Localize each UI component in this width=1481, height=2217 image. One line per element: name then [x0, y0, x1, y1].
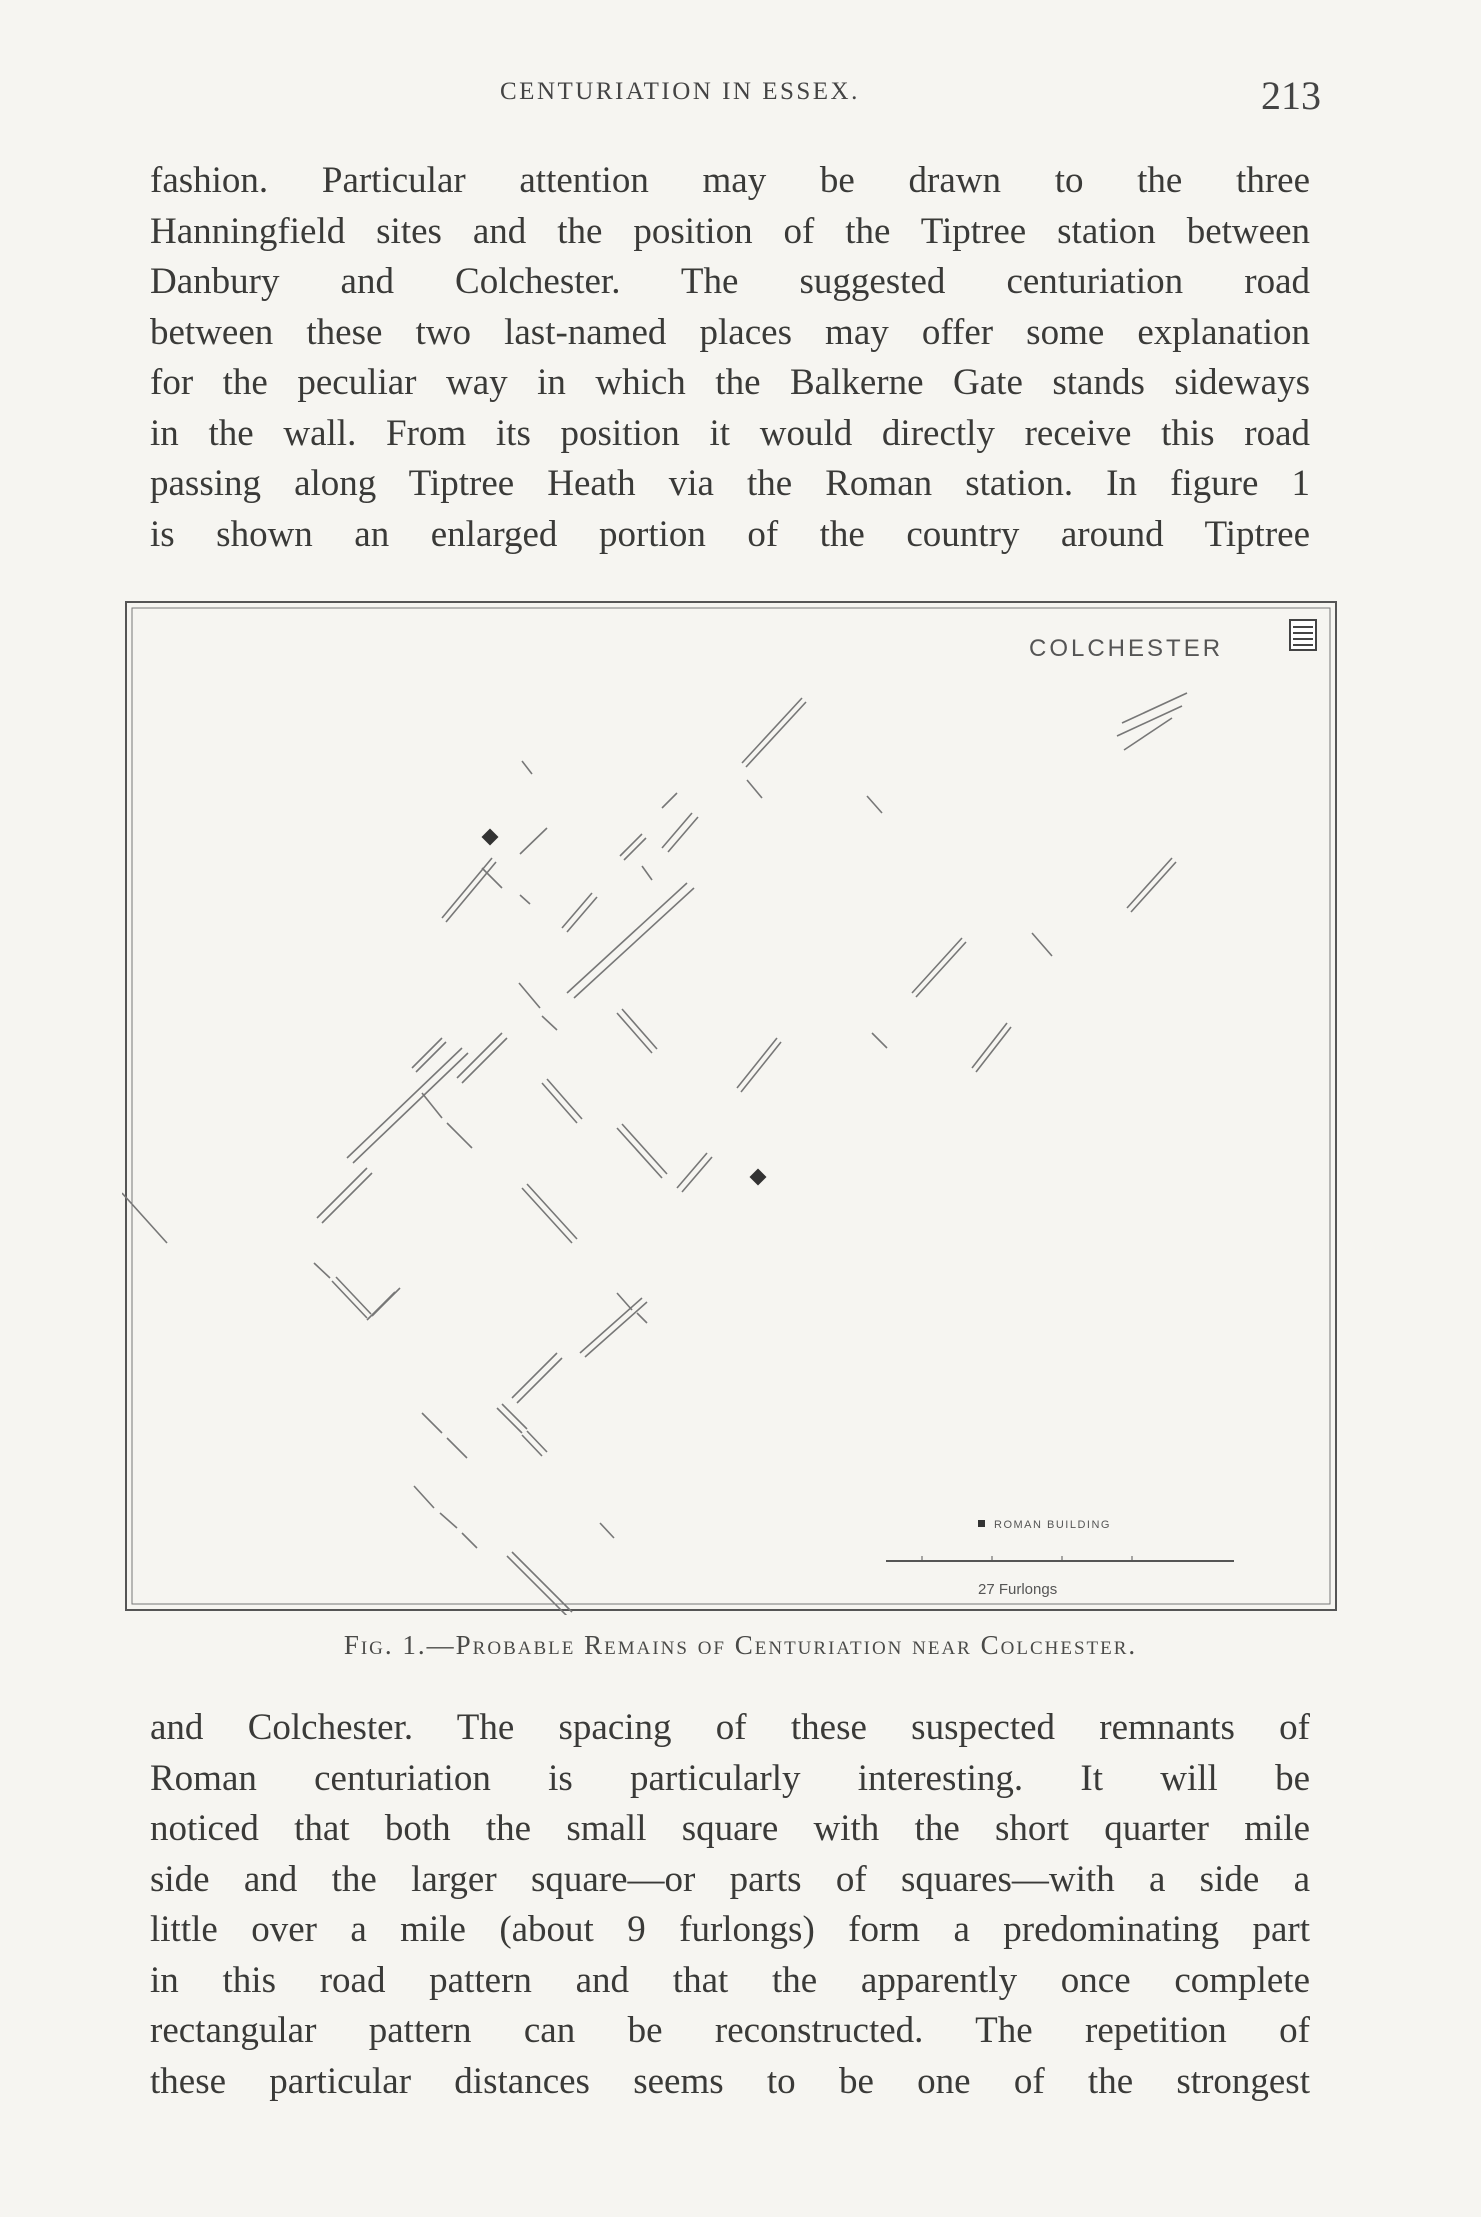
road-fragment — [637, 1313, 647, 1323]
road-fragment — [867, 796, 882, 813]
road-fragment — [662, 793, 677, 808]
map-inner-border — [132, 608, 1330, 1604]
text-line: noticed that both the small square with the short quarter mile — [150, 1808, 1310, 1849]
road-fragment — [742, 698, 806, 767]
map-place-label: COLCHESTER — [1029, 635, 1224, 662]
road-fragment — [972, 1023, 1011, 1072]
figure-caption: Fig. 1.—Probable Remains of Centuriation near Colchester. — [343, 1630, 1138, 1660]
centuriation-map — [122, 598, 1340, 1615]
scale-bar — [886, 1556, 1234, 1561]
scale-label: 27 Furlongs — [978, 1581, 1058, 1598]
road-fragment — [562, 893, 597, 932]
text-line: Roman centuriation is particularly interesting. It will be — [150, 1757, 1310, 1799]
road-fragment — [600, 1523, 614, 1538]
text-line: in this road pattern and that the apparently once complete — [150, 1959, 1310, 2001]
road-fragment — [872, 1033, 887, 1048]
road-fragment — [497, 1404, 527, 1433]
road-fragment — [482, 868, 502, 888]
road-fragment — [912, 938, 966, 997]
town-icon — [1290, 620, 1316, 650]
road-fragment — [522, 1431, 547, 1456]
map-outer-border — [126, 602, 1336, 1610]
road-fragment — [522, 761, 532, 774]
text-line: for the peculiar way in which the Balkerne Gate stands sideways — [150, 362, 1310, 403]
road-fragment — [617, 1009, 657, 1053]
road-fragments — [122, 693, 1187, 1615]
paragraph-top — [150, 156, 1310, 560]
road-fragment — [542, 1016, 557, 1030]
road-fragment — [747, 780, 762, 798]
text-line: passing along Tiptree Heath via the Roman station. In figure 1 — [150, 463, 1310, 504]
legend-building-icon — [978, 1520, 985, 1527]
road-fragment — [314, 1263, 330, 1278]
road-fragment — [737, 1038, 781, 1092]
road-fragment — [520, 895, 530, 904]
text-line: side and the larger square—or parts of squares—with a side a — [150, 1858, 1310, 1900]
running-title: CENTURIATION IN ESSEX. — [500, 78, 860, 105]
text-line: rectangular pattern can be reconstructed. The repetition of — [150, 2010, 1310, 2051]
road-fragment — [457, 1033, 507, 1083]
road-fragment — [520, 828, 547, 854]
roman-building-marker — [482, 829, 499, 846]
road-fragment — [122, 1193, 167, 1243]
road-fragment — [422, 1413, 442, 1433]
text-line: is shown an enlarged portion of the country around Tiptree — [150, 513, 1310, 555]
text-line: Danbury and Colchester. The suggested centuriation road — [150, 261, 1310, 302]
road-fragment — [522, 1184, 577, 1243]
road-fragment — [367, 1292, 395, 1320]
roman-building-markers — [482, 829, 767, 1186]
road-fragment — [462, 1533, 477, 1548]
road-fragment — [447, 1438, 467, 1458]
text-line: these particular distances seems to be one of the strongest — [150, 2060, 1310, 2102]
road-fragment — [414, 1486, 434, 1508]
roman-building-marker — [750, 1169, 767, 1186]
text-line: Hanningfield sites and the position of the Tiptree station between — [150, 210, 1310, 252]
centuriation-map-figure — [122, 598, 1340, 1615]
road-fragment — [542, 1079, 582, 1123]
road-fragment — [447, 1123, 472, 1148]
road-fragment — [580, 1298, 647, 1357]
road-fragment — [617, 1124, 667, 1178]
text-line: in the wall. From its position it would directly receive this road — [150, 412, 1310, 454]
road-fragment — [332, 1277, 371, 1318]
text-line: little over a mile (about 9 furlongs) form a predominating part — [150, 1909, 1310, 1950]
road-fragment — [519, 983, 540, 1008]
page-number: 213 — [1261, 73, 1321, 118]
road-fragment — [442, 858, 496, 922]
road-fragment — [1117, 693, 1187, 750]
road-fragment — [507, 1552, 572, 1615]
road-fragment — [512, 1353, 562, 1403]
road-fragment — [617, 1293, 632, 1310]
road-fragment — [422, 1093, 442, 1118]
road-fragment — [1032, 933, 1052, 956]
road-fragment — [642, 866, 652, 880]
road-fragment — [620, 834, 646, 860]
text-line: between these two last-named places may offer some explanation — [150, 311, 1310, 353]
road-fragment — [662, 813, 698, 852]
road-fragment — [1127, 858, 1176, 912]
road-fragment — [440, 1513, 457, 1528]
text-line: and Colchester. The spacing of these suspected remnants of — [150, 1707, 1310, 1748]
road-fragment — [677, 1153, 712, 1192]
text-line: fashion. Particular attention may be drawn to the three — [150, 160, 1310, 201]
road-fragment — [347, 1048, 468, 1163]
road-fragment — [317, 1168, 372, 1223]
paragraph-bottom — [150, 1703, 1310, 2107]
legend-label: ROMAN BUILDING — [994, 1519, 1111, 1531]
road-fragment — [412, 1038, 446, 1072]
